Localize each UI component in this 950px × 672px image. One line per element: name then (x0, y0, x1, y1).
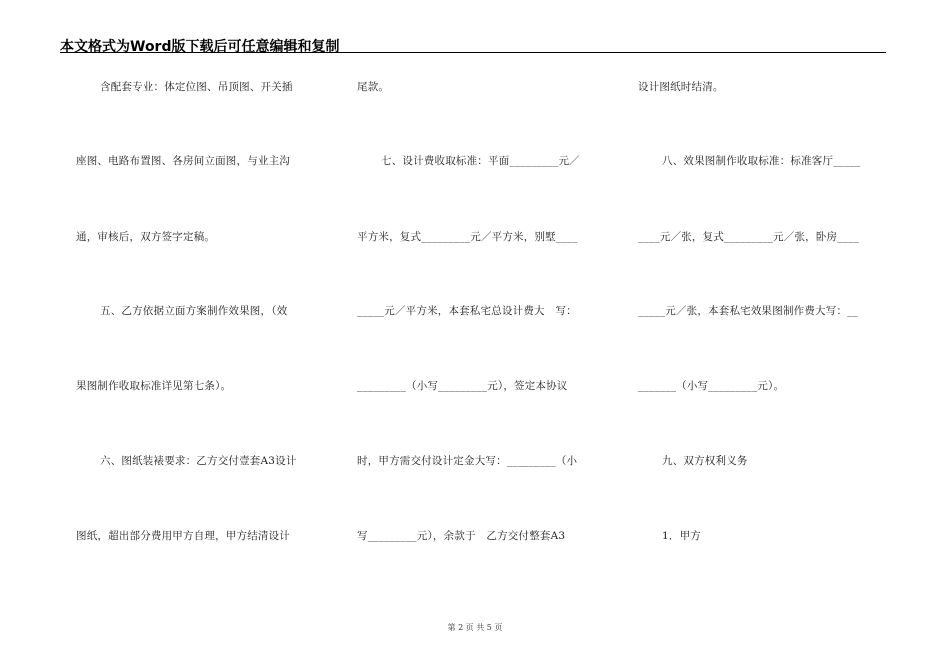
text-line: 设计图纸时结清。 (638, 81, 724, 93)
text-line: 含配套专业：体定位图、吊顶图、开关插 (100, 81, 293, 93)
text-line: 六、图纸装裱要求：乙方交付壹套A3设计 (100, 455, 297, 467)
text-line: 座图、电路布置图、各房间立面图，与业主沟 (76, 155, 290, 167)
text-line: _____元／平方米，本套私宅总设计费大 写： (357, 305, 577, 317)
text-line: 通，审核后，双方签字定稿。 (76, 231, 216, 243)
text-line: ____元／张，复式_________元／张，卧房____ (638, 231, 860, 243)
text-line: 八、效果图制作收取标准：标准客厅_____ (662, 155, 861, 167)
text-line: 图纸，超出部分费用甲方自理，甲方结清设计 (76, 530, 290, 542)
text-line: 尾款。 (357, 81, 390, 93)
text-line: 果图制作收取标准详见第七条）。 (76, 380, 232, 392)
text-line: _____元／张，本套私宅效果图制作费大写：__ (638, 305, 859, 317)
text-line: 九、双方权利义务 (662, 455, 748, 467)
text-line: 写_________元），余款于 乙方交付整套A3 (357, 530, 566, 542)
text-line: 五、乙方依据立面方案制作效果图，（效 (100, 305, 288, 317)
text-line: _________（小写_________元），签定本协议 (357, 380, 568, 392)
text-line: _______（小写_________元）。 (638, 380, 785, 392)
text-line: 七、设计费收取标准：平面_________元／ (381, 155, 580, 167)
page-header-title: 本文格式为Word版下载后可任意编辑和复制 (60, 39, 340, 55)
text-line: 1．甲方 (662, 530, 701, 542)
text-line: 时，甲方需交付设计定金大写：_________（小 (357, 455, 578, 467)
page-number: 第 2 页 共 5 页 (447, 623, 503, 632)
header-rule (60, 52, 886, 53)
text-line: 平方米，复式_________元／平方米，别墅____ (357, 231, 578, 243)
